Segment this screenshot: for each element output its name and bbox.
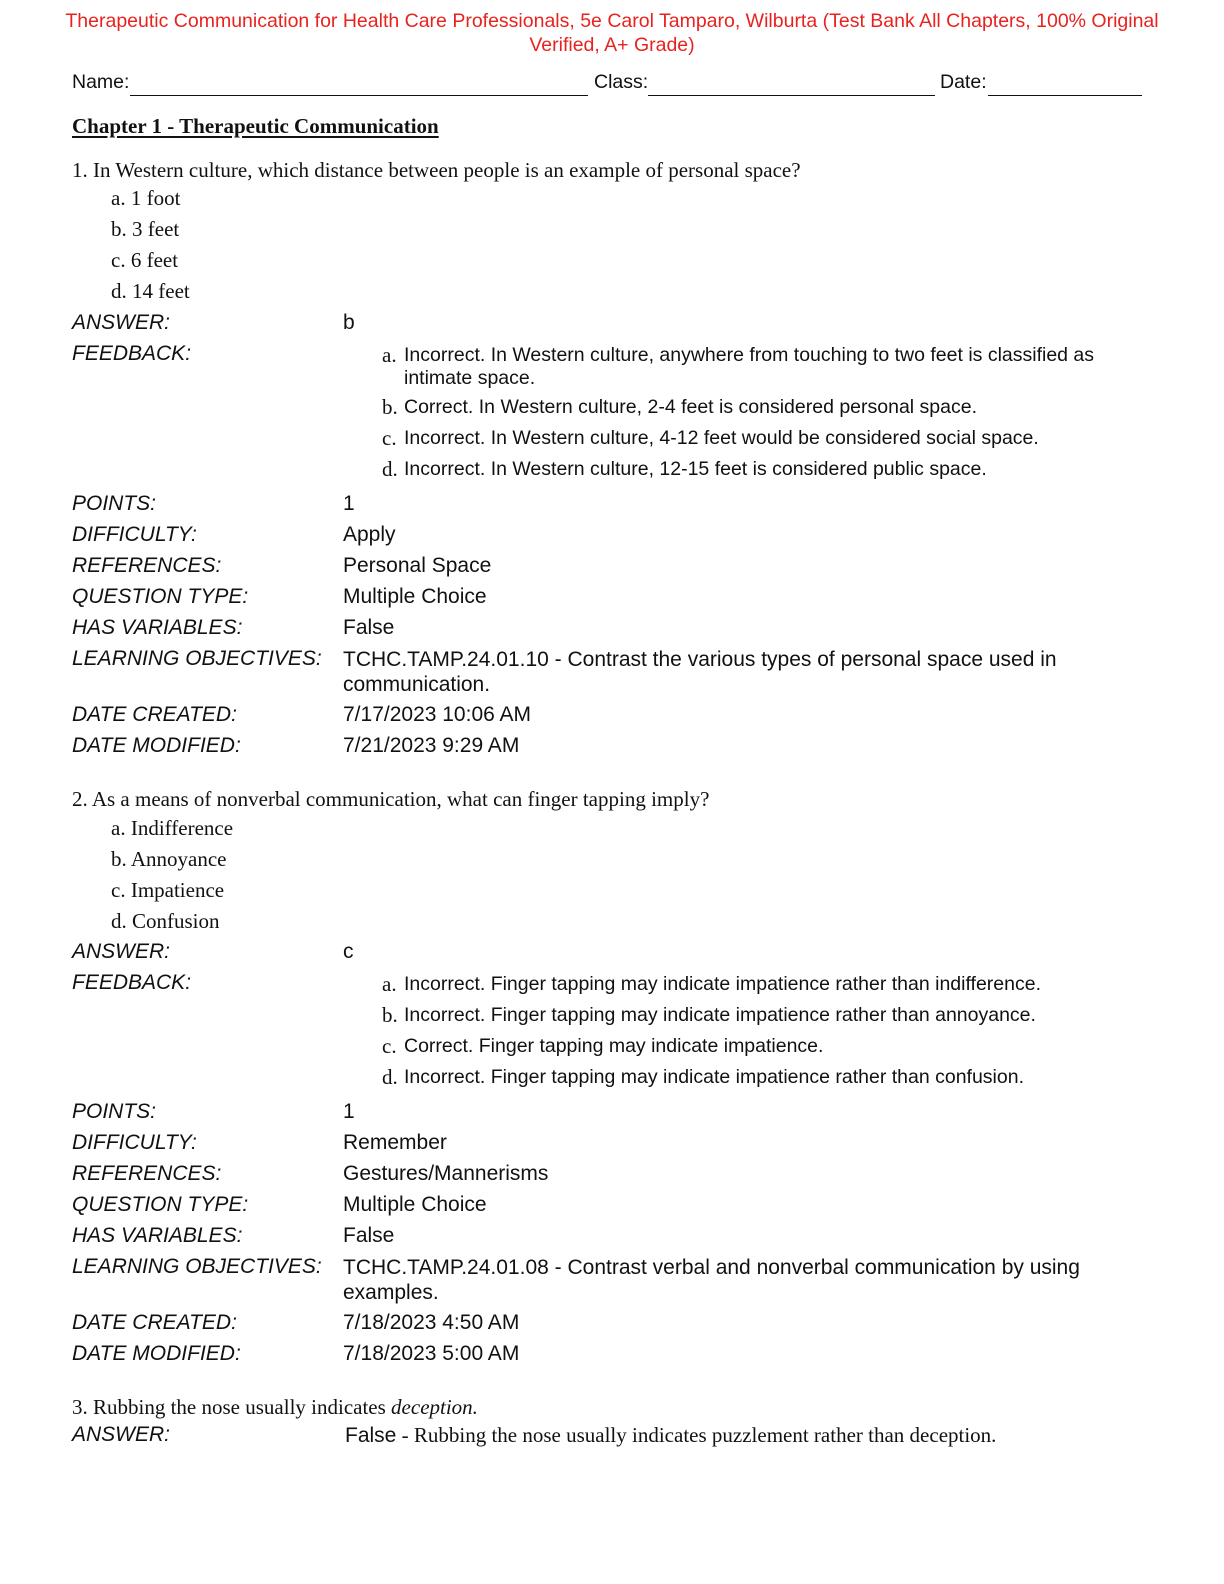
question-2-answer-value: c — [343, 940, 354, 963]
question-1-answer-label: ANSWER: — [72, 311, 171, 334]
banner-line-1: Therapeutic Communication for Health Care Professionals, 5e Carol Tamparo, Wilburta (Test Bank All Chapters, 100% Original — [65, 10, 1159, 32]
question-2-learning-objectives-value: TCHC.TAMP.24.01.08 - Contrast verbal and nonverbal communication by using examples. — [343, 1256, 1080, 1304]
feedback-letter: c. — [382, 426, 397, 450]
question-2-answer-label: ANSWER: — [72, 940, 171, 963]
question-1-points-value: 1 — [343, 492, 355, 515]
name-label: Name: — [72, 71, 130, 93]
question-2-option-b: b. Annoyance — [111, 847, 227, 871]
question-1-has-variables-label: HAS VARIABLES: — [72, 616, 243, 639]
question-1-has-variables-value: False — [343, 616, 395, 639]
question-2-references-label: REFERENCES: — [72, 1162, 222, 1185]
question-2-difficulty-value: Remember — [343, 1131, 447, 1154]
question-3-stem — [72, 1395, 478, 1420]
question-1-references-value: Personal Space — [343, 554, 492, 577]
date-label: Date: — [940, 71, 987, 93]
question-1-difficulty-value: Apply — [343, 523, 396, 546]
question-1-option-c: c. 6 feet — [111, 248, 179, 272]
feedback-letter: d. — [382, 457, 398, 481]
question-1-feedback-b — [382, 396, 1102, 419]
question-1-date-modified-value: 7/21/2023 9:29 AM — [343, 734, 520, 757]
question-2-feedback-label: FEEDBACK: — [72, 971, 192, 994]
question-1-option-a: a. 1 foot — [111, 186, 181, 210]
question-1-answer-value: b — [343, 311, 355, 334]
question-2-feedback-d — [382, 1066, 1102, 1089]
question-1-stem: 1. In Western culture, which distance between people is an example of personal space? — [72, 158, 801, 182]
feedback-letter: d. — [382, 1065, 398, 1089]
question-2-date-modified-label: DATE MODIFIED: — [72, 1342, 241, 1365]
question-1-option-d: d. 14 feet — [111, 279, 190, 303]
question-2-has-variables-value: False — [343, 1224, 395, 1247]
question-3-answer-value: False — [345, 1424, 397, 1447]
question-2-option-c: c. Impatience — [111, 878, 225, 902]
question-2-question-type-label: QUESTION TYPE: — [72, 1193, 249, 1216]
date-blank — [988, 95, 1142, 96]
question-1-feedback-c — [382, 427, 1102, 450]
feedback-text: Incorrect. Finger tapping may indicate impatience rather than confusion. — [404, 1066, 1025, 1088]
question-1-question-type-value: Multiple Choice — [343, 585, 487, 608]
question-2-feedback-b — [382, 1004, 1102, 1027]
feedback-text: Incorrect. Finger tapping may indicate impatience rather than annoyance. — [404, 1004, 1036, 1026]
question-2-feedback-a — [382, 973, 1102, 996]
banner-line-2: Verified, A+ Grade) — [529, 34, 695, 56]
question-2-option-a: a. Indifference — [111, 816, 234, 840]
question-1-references-label: REFERENCES: — [72, 554, 222, 577]
feedback-text: Correct. In Western culture, 2-4 feet is considered personal space. — [404, 396, 978, 418]
question-1-learning-objectives-value: TCHC.TAMP.24.01.10 - Contrast the various types of personal space used in communication. — [343, 648, 1057, 696]
question-1-feedback-d — [382, 458, 1102, 481]
question-2-date-modified-value: 7/18/2023 5:00 AM — [343, 1342, 520, 1365]
question-2-has-variables-label: HAS VARIABLES: — [72, 1224, 243, 1247]
class-label: Class: — [594, 71, 649, 93]
feedback-letter: b. — [382, 395, 398, 419]
question-2-stem: 2. As a means of nonverbal communication, what can finger tapping imply? — [72, 787, 710, 811]
question-1-learning-objectives-label: LEARNING OBJECTIVES: — [72, 647, 322, 670]
question-1-date-modified-label: DATE MODIFIED: — [72, 734, 241, 757]
question-2-points-label: POINTS: — [72, 1100, 157, 1123]
feedback-text: Incorrect. In Western culture, anywhere from touching to two feet is classified as intimate space. — [404, 344, 1095, 389]
question-2-references-value: Gestures/Mannerisms — [343, 1162, 549, 1185]
feedback-text: Correct. Finger tapping may indicate impatience. — [404, 1035, 824, 1057]
question-2-learning-objectives-label: LEARNING OBJECTIVES: — [72, 1255, 322, 1278]
feedback-text: Incorrect. Finger tapping may indicate impatience rather than indifference. — [404, 973, 1041, 995]
question-2-feedback-c — [382, 1035, 1102, 1058]
name-class-date-line — [72, 71, 1142, 97]
banner-title — [40, 9, 1184, 57]
question-2-date-created-label: DATE CREATED: — [72, 1311, 237, 1334]
feedback-letter: a. — [382, 972, 397, 996]
question-2-points-value: 1 — [343, 1100, 355, 1123]
feedback-letter: c. — [382, 1034, 397, 1058]
question-1-feedback-label: FEEDBACK: — [72, 342, 192, 365]
question-3-answer — [345, 1423, 996, 1448]
feedback-text: Incorrect. In Western culture, 4-12 feet would be considered social space. — [404, 427, 1039, 449]
question-2-option-d: d. Confusion — [111, 909, 220, 933]
question-2-date-created-value: 7/18/2023 4:50 AM — [343, 1311, 520, 1334]
name-blank — [130, 95, 588, 96]
question-3-answer-label: ANSWER: — [72, 1423, 171, 1446]
question-3-answer-explanation: - Rubbing the nose usually indicates puzzlement rather than deception. — [396, 1423, 997, 1447]
question-1-option-b: b. 3 feet — [111, 217, 180, 241]
question-1-question-type-label: QUESTION TYPE: — [72, 585, 249, 608]
question-1-difficulty-label: DIFFICULTY: — [72, 523, 197, 546]
feedback-text: Incorrect. In Western culture, 12-15 feet is considered public space. — [404, 458, 987, 480]
question-3-stem-emphasis: deception. — [391, 1395, 478, 1419]
question-1-feedback-a — [382, 344, 1102, 390]
class-blank — [648, 95, 935, 96]
question-2-difficulty-label: DIFFICULTY: — [72, 1131, 197, 1154]
question-1-date-created-label: DATE CREATED: — [72, 703, 237, 726]
feedback-letter: b. — [382, 1003, 398, 1027]
question-2-question-type-value: Multiple Choice — [343, 1193, 487, 1216]
question-1-points-label: POINTS: — [72, 492, 157, 515]
feedback-letter: a. — [382, 343, 397, 367]
chapter-title: Chapter 1 - Therapeutic Communication — [72, 114, 439, 138]
question-3-stem-prefix: 3. Rubbing the nose usually indicates — [72, 1395, 392, 1419]
question-1-date-created-value: 7/17/2023 10:06 AM — [343, 703, 531, 726]
